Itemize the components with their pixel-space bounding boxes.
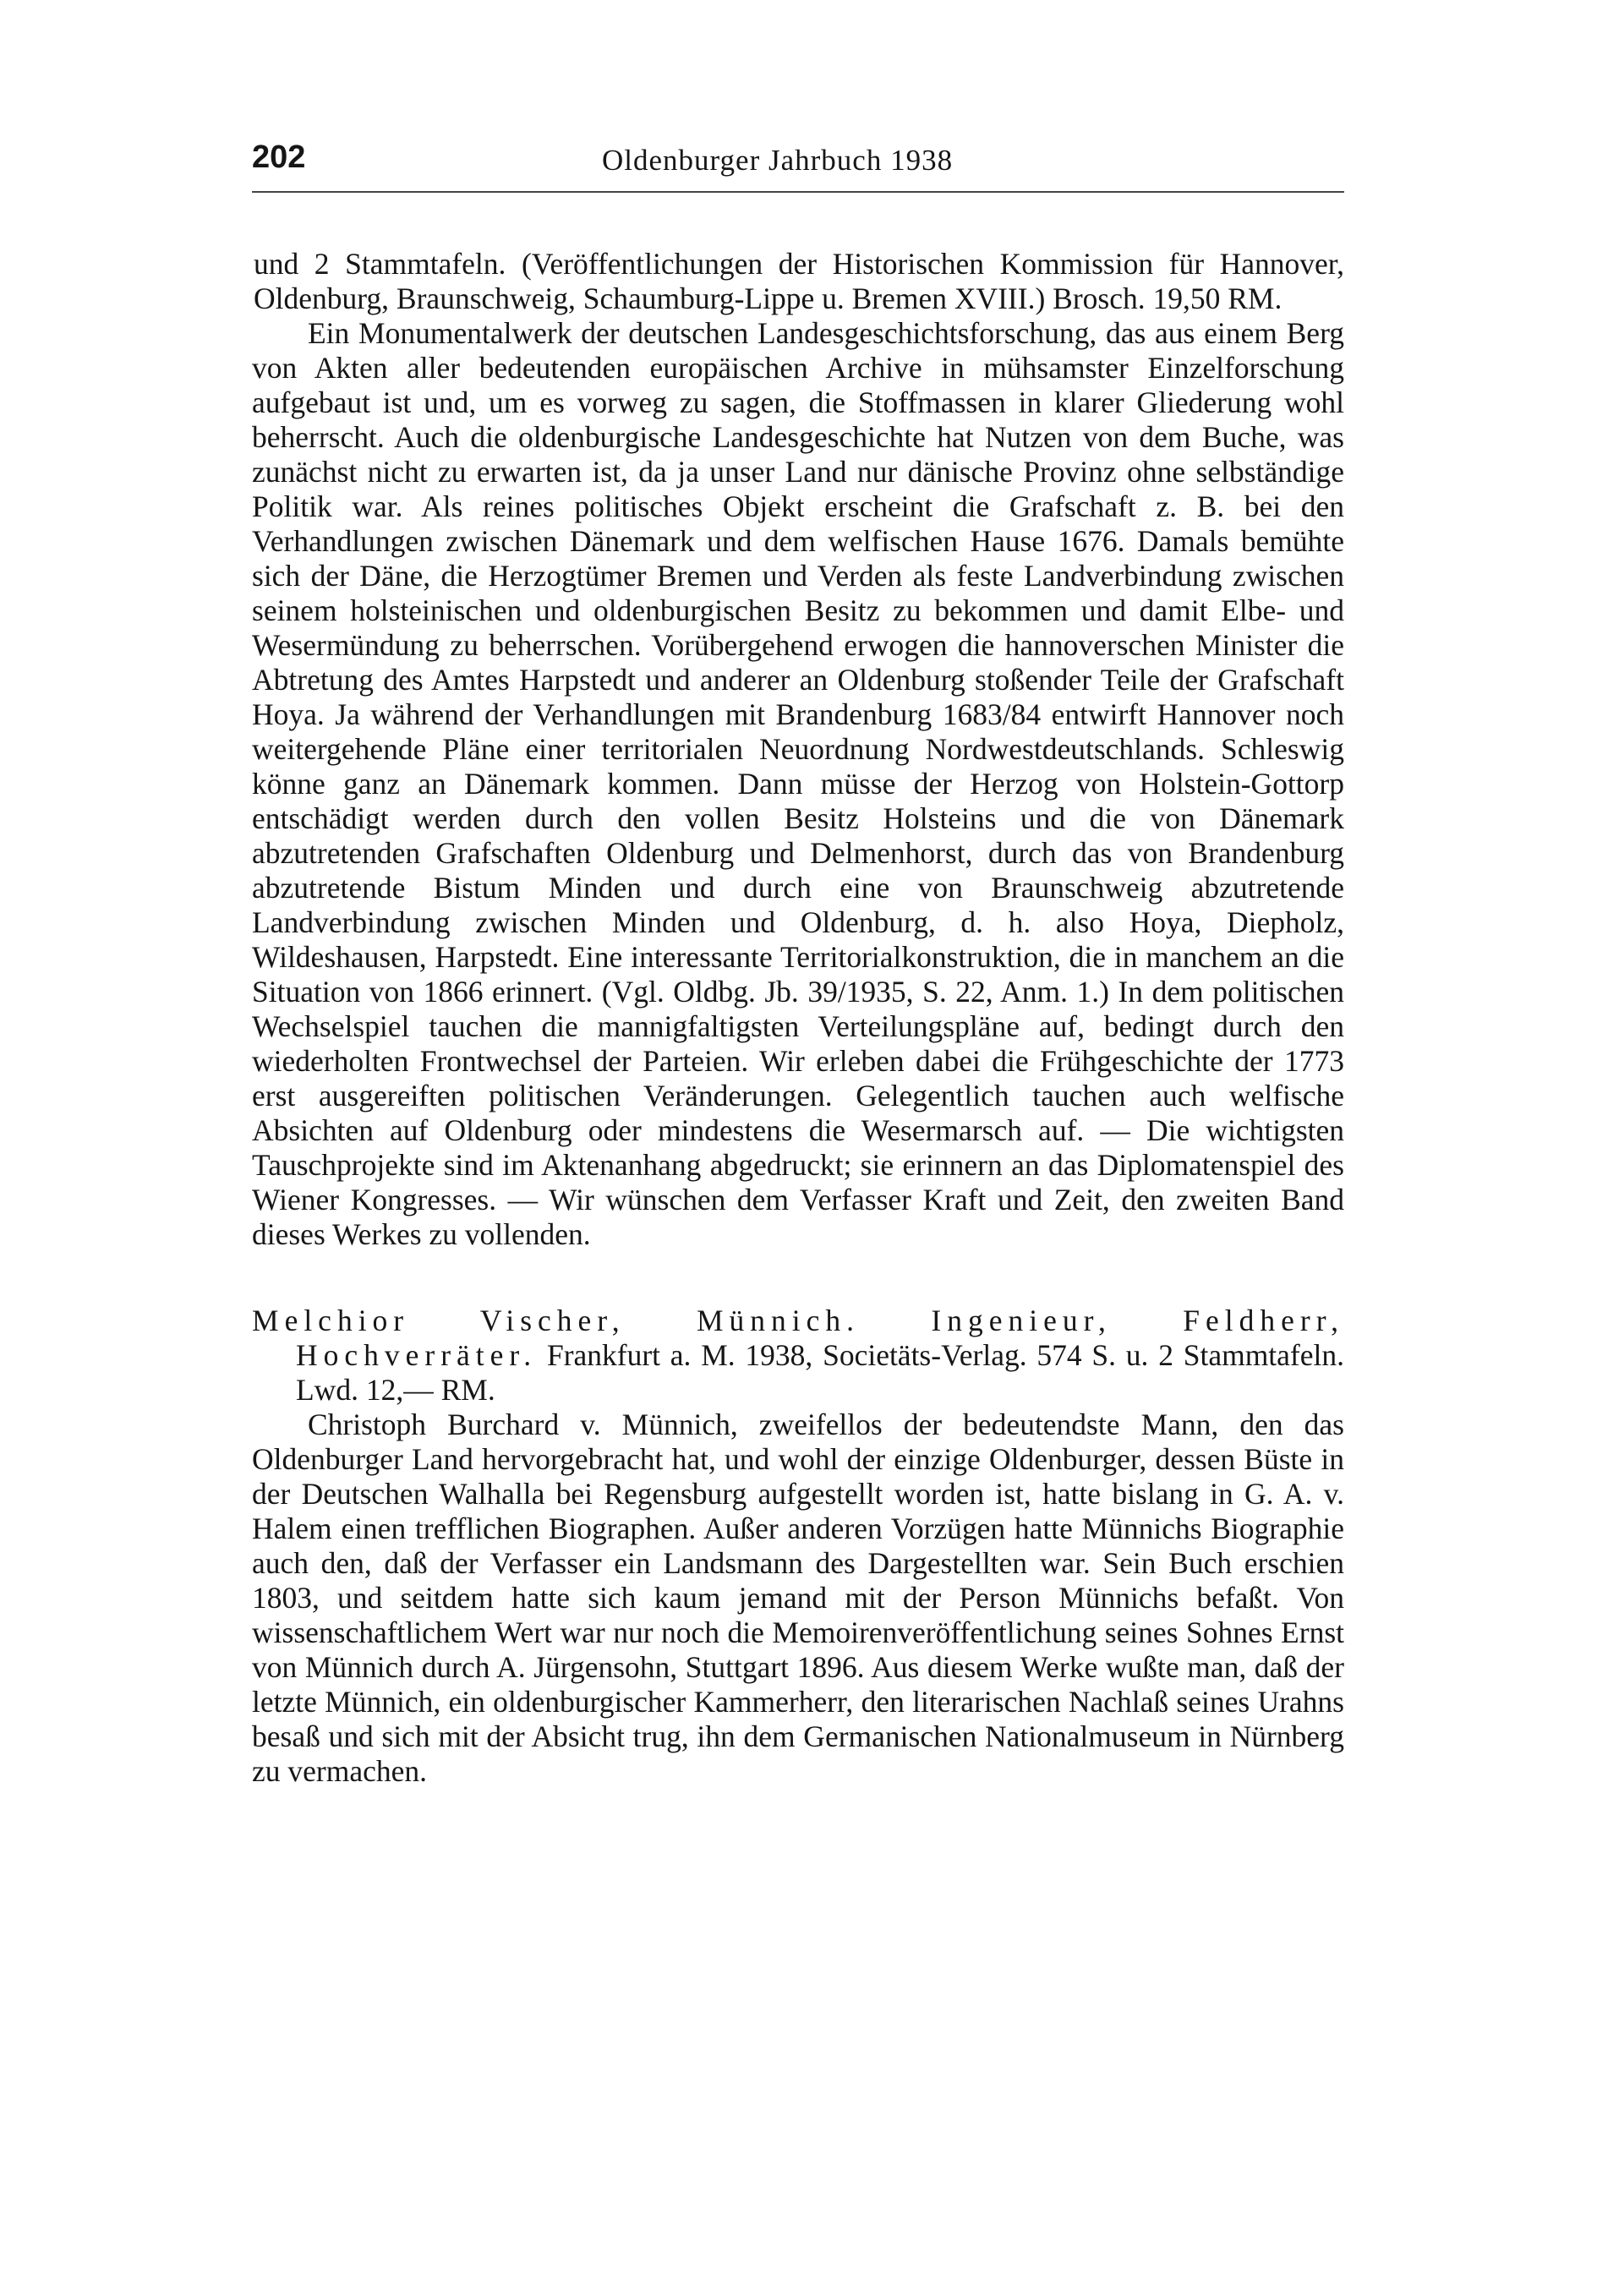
review-1-bibliography-continuation: und 2 Stammtafeln. (Veröffentlichungen der Historischen Kommission für Hannover, Oldenburg, Braunschweig, Schaumburg-Lippe u. Bremen XVIII.) Brosch. 19,50 RM. (254, 247, 1344, 315)
review-2-author-title: Melchior Vischer, Münnich. Ingenieur, Feldherr, Hochverräter. (252, 1304, 1344, 1372)
running-title: Oldenburger Jahrbuch 1938 (602, 144, 954, 177)
review-2-heading (252, 1304, 1344, 1408)
review-2-body: Christoph Burchard v. Münnich, zweifellos der bedeutendste Mann, den das Oldenburger Land hervorgebracht hat, und wohl der einzige Oldenburger, dessen Büste in der Deutschen Walhalla bei Regensburg aufgestellt worden ist, hatte bislang in G. A. v. Halem einen trefflichen Biographen. Außer anderen Vorzügen hatte Münnichs Biographie auch den, daß der Verfasser ein Landsmann des Dargestellten war. Sein Buch erschien 1803, und seitdem hatte sich kaum jemand mit der Person Münnichs befaßt. Von wissenschaftlichem Wert war nur noch die Memoirenveröffentlichung seines Sohnes Ernst von Münnich durch A. Jürgensohn, Stuttgart 1896. Aus diesem Werke wußte man, daß der letzte Münnich, ein oldenburgischer Kammerherr, den literarischen Nachlaß seines Urahns besaß und sich mit der Absicht trug, ihn dem Germanischen Nationalmuseum in Nürnberg zu vermachen. (252, 1408, 1344, 1788)
page-number: 202 (252, 139, 306, 175)
review-2-publication-details: Frankfurt a. M. 1938, Societäts-Verlag. 574 S. u. 2 Stammtafeln. Lwd. 12,— RM. (296, 1338, 1344, 1407)
header-rule (252, 191, 1344, 193)
page-body (252, 247, 1344, 1789)
review-1-body: Ein Monumentalwerk der deutschen Landesgeschichtsforschung, das aus einem Berg von Akten aller bedeutenden europäischen Archive in mühsamster Einzelforschung aufgebaut ist und, um es vorweg zu sagen, die Stoffmassen in klarer Gliederung wohl beherrscht. Auch die oldenburgische Landesgeschichte hat Nutzen von dem Buche, was zunächst nicht zu erwarten ist, da ja unser Land nur dänische Provinz ohne selbständige Politik war. Als reines politisches Objekt erscheint die Grafschaft z. B. bei den Verhandlungen zwischen Dänemark und dem welfischen Hause 1676. Damals bemühte sich der Däne, die Herzogtümer Bremen und Verden als feste Landverbindung zwischen seinem holsteinischen und oldenburgischen Besitz zu bekommen und damit Elbe- und Wesermündung zu beherrschen. Vorübergehend erwogen die hannoverschen Minister die Abtretung des Amtes Harpstedt und anderer an Oldenburg stoßender Teile der Grafschaft Hoya. Ja während der Verhandlungen mit Brandenburg 1683/84 entwirft Hannover noch weitergehende Pläne einer territorialen Neuordnung Nordwestdeutschlands. Schleswig könne ganz an Dänemark kommen. Dann müsse der Herzog von Holstein-Gottorp entschädigt werden durch den vollen Besitz Holsteins und die von Dänemark abzutretenden Grafschaften Oldenburg und Delmenhorst, durch das von Brandenburg abzutretende Bistum Minden und durch eine von Braunschweig abzutretende Landverbindung zwischen Minden und Oldenburg, d. h. also Hoya, Diepholz, Wildeshausen, Harpstedt. Eine interessante Territorialkonstruktion, die in manchem an die Situation von 1866 erinnert. (Vgl. Oldbg. Jb. 39/1935, S. 22, Anm. 1.) In dem politischen Wechselspiel tauchen die mannigfaltigsten Verteilungspläne auf, bedingt durch den wiederholten Frontwechsel der Parteien. Wir erleben dabei die Frühgeschichte der 1773 erst ausgereiften politischen Veränderungen. Gelegentlich tauchen auch welfische Absichten auf Oldenburg oder mindestens die Wesermarsch auf. — Die wichtigsten Tauschprojekte sind im Aktenanhang abgedruckt; sie erinnern an das Diplomatenspiel des Wiener Kongresses. — Wir wünschen dem Verfasser Kraft und Zeit, den zweiten Band dieses Werkes zu vollenden. (252, 316, 1344, 1251)
